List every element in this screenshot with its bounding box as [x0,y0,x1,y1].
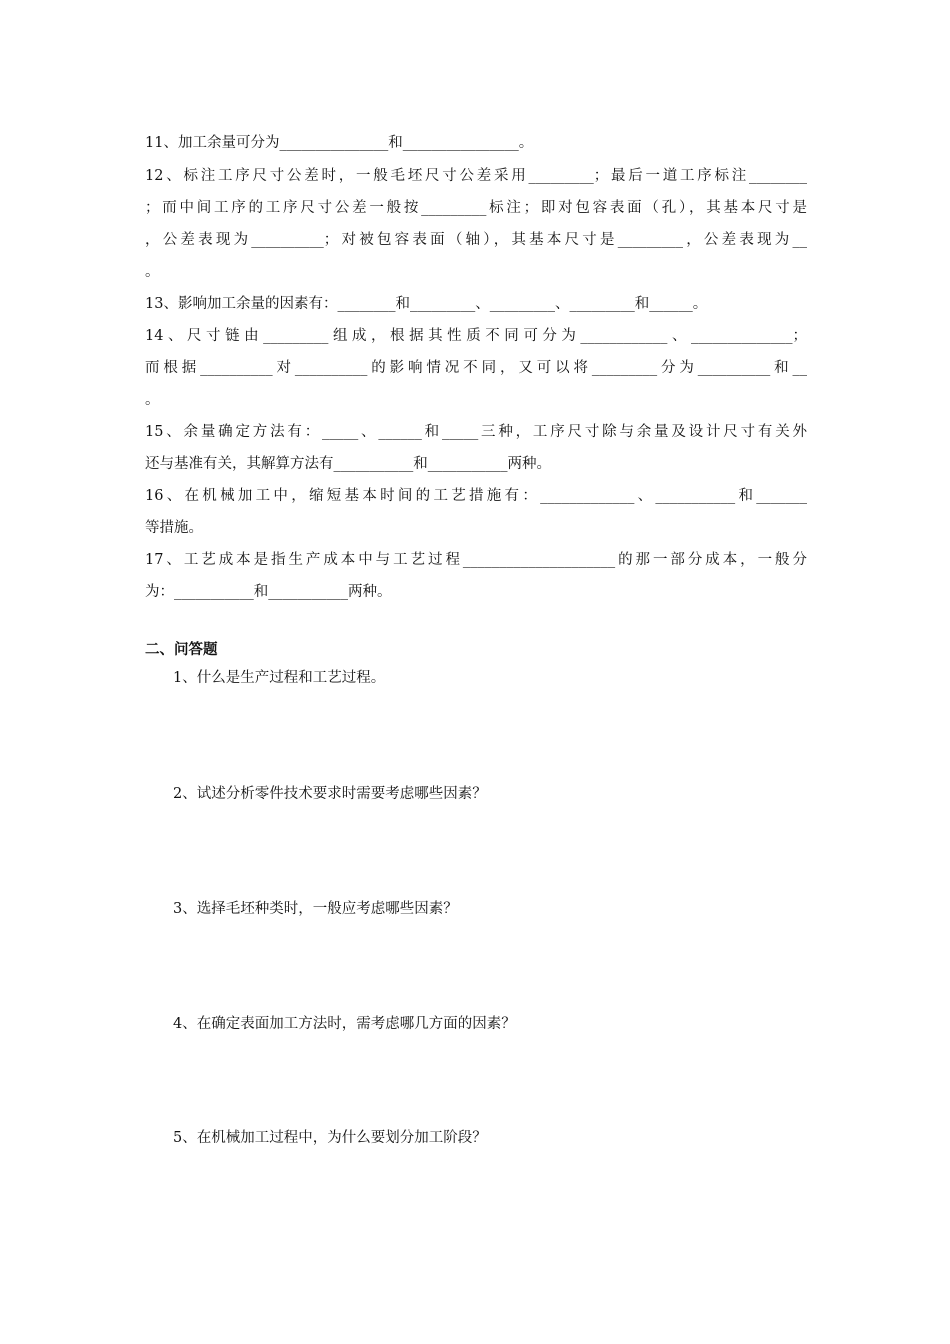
fill-in-line-16a: 16、在机械加工中，缩短基本时间的工艺措施有：_____________、___________和_______ [145,488,807,504]
fill-in-line-14b: 而根据__________对__________的影响情况不同，又可以将_________分为__________和__ [145,360,807,376]
question-2: 2、试述分析零件技术要求时需要考虑哪些因素？ [173,786,487,802]
qa-section-title: 二、问答题 [145,642,218,658]
fill-in-line-16b: 等措施。 [145,520,203,536]
fill-in-line-15a: 15、余量确定方法有：_____、______和_____三种，工序尺寸除与余量及设计尺寸有关外 [145,424,807,440]
fill-in-line-14c: 。 [145,392,160,408]
fill-in-line-11: 11、加工余量可分为_______________和________________。 [145,135,534,151]
fill-in-line-14a: 14、尺寸链由_________组成，根据其性质不同可分为____________、______________； [145,328,807,344]
fill-in-line-12c: ，公差表现为__________；对被包容表面（轴），其基本尺寸是_________，公差表现为__ [145,232,807,248]
question-1: 1、什么是生产过程和工艺过程。 [173,670,386,686]
question-3: 3、选择毛坯种类时，一般应考虑哪些因素？ [173,901,458,917]
question-5: 5、在机械加工过程中，为什么要划分加工阶段？ [173,1130,487,1146]
fill-in-line-12b: ；而中间工序的工序尺寸公差一般按_________标注；即对包容表面（孔），其基本尺寸是 [145,200,807,216]
fill-in-line-12d: 。 [145,264,160,280]
fill-in-line-13: 13、影响加工余量的因素有：________和_________、_________、_________和______。 [145,296,708,312]
fill-in-line-17b: 为：___________和___________两种。 [145,584,392,600]
question-4: 4、在确定表面加工方法时，需考虑哪几方面的因素？ [173,1016,516,1032]
fill-in-line-12a: 12、标注工序尺寸公差时，一般毛坯尺寸公差采用_________；最后一道工序标注________ [145,168,807,184]
fill-in-line-15b: 还与基准有关，其解算方法有___________和___________两种。 [145,456,551,472]
fill-in-line-17a: 17、工艺成本是指生产成本中与工艺过程_____________________的那一部分成本，一般分 [145,552,807,568]
